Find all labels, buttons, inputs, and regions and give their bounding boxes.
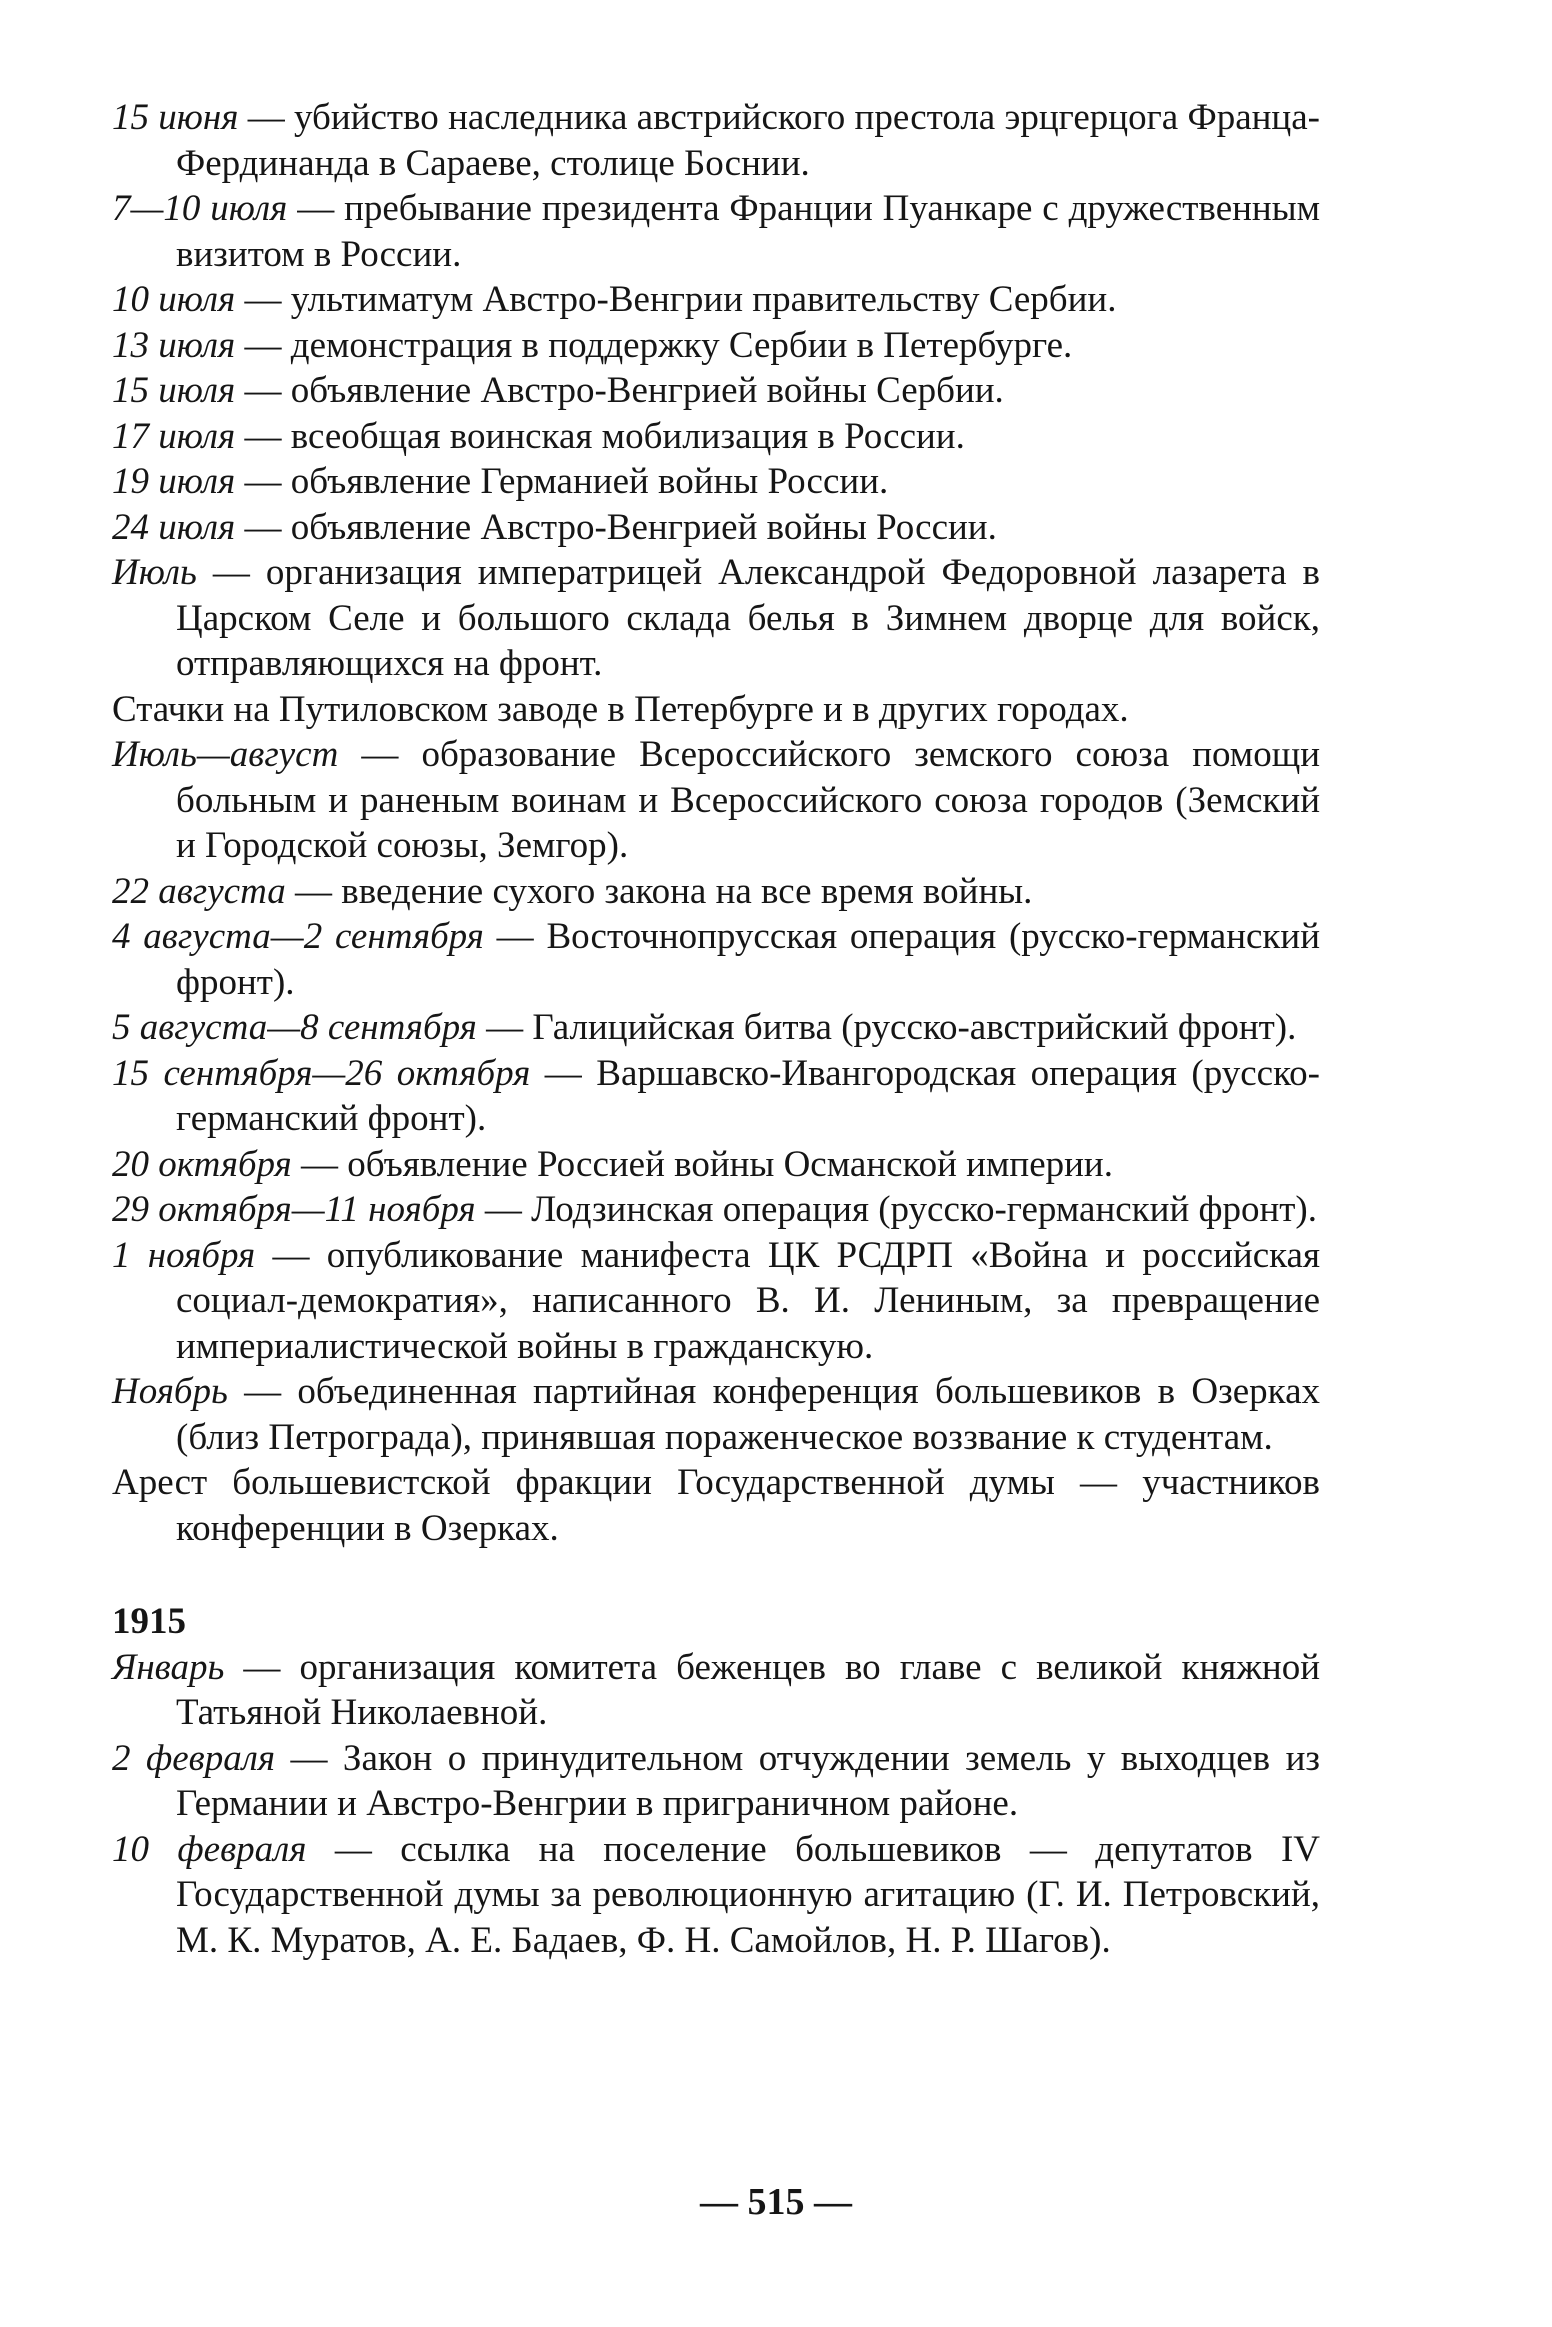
entry-date: Январь (112, 1646, 225, 1688)
entry-date: Июль—август (112, 734, 339, 775)
year-heading: 1915 (112, 1601, 186, 1642)
chronology-entry (112, 459, 1320, 505)
chronology-entry (112, 550, 1320, 687)
chronology-entry (112, 1005, 1320, 1051)
chronology-entry (112, 277, 1320, 323)
entry-text: Арест большевистской фракции Государственной думы — участников конференции в Озерках. (112, 1462, 1320, 1549)
page-content (112, 95, 1320, 1963)
entry-text: — объединенная партийная конференция большевиков в Озерках (близ Петрограда), принявшая пораженческое воззвание к студентам. (176, 1371, 1320, 1458)
entry-date: 1 ноября (112, 1234, 256, 1276)
chronology-entry (112, 186, 1320, 277)
chronology-entry (112, 1736, 1320, 1827)
entry-text: — пребывание президента Франции Пуанкаре с дружественным визитом в России. (176, 188, 1320, 275)
chronology-1915 (112, 1645, 1320, 1964)
entry-date: 17 июля (112, 415, 236, 457)
chronology-entry (112, 1233, 1320, 1370)
chronology-entry (112, 687, 1320, 733)
entry-date: 19 июля (112, 461, 236, 502)
entry-date: 13 июля (112, 324, 236, 366)
entry-date: 24 июля (112, 506, 236, 548)
entry-date: 4 августа—2 сентября (112, 916, 484, 957)
entry-text: — объявление Австро-Венгрией войны России. (235, 506, 997, 548)
chronology-entry (112, 1051, 1320, 1142)
chronology-entry (112, 1827, 1320, 1964)
entry-date: 29 октября—11 ноября (112, 1189, 476, 1230)
entry-date: 22 августа (112, 870, 286, 912)
entry-text: — Варшавско-Ивангородская операция (русско-германский фронт). (176, 1052, 1320, 1139)
entry-date: 7—10 июля (112, 188, 288, 229)
entry-text: — Восточнопрусская операция (русско-германский фронт). (176, 916, 1320, 1003)
entry-date: 10 февраля (112, 1828, 307, 1870)
chronology-entry (112, 869, 1320, 915)
chronology-entry (112, 1645, 1320, 1736)
entry-date: 20 октября (112, 1143, 292, 1185)
entry-text: — организация комитета беженцев во главе с великой княжной Татьяной Николаевной. (176, 1646, 1320, 1733)
entry-text: — объявление Германией войны России. (235, 461, 889, 502)
entry-text: — Лодзинская операция (русско-германский фронт). (475, 1189, 1318, 1230)
chronology-entry (112, 95, 1320, 186)
chronology-entry (112, 732, 1320, 869)
entry-text: — опубликование манифеста ЦК РСДРП «Война и российская социал-демократия», написанного В. И. Лениным, за превращение империалистической войны в гражданскую. (176, 1234, 1320, 1367)
chronology-entry (112, 1142, 1320, 1188)
entry-text: — ссылка на поселение большевиков — депутатов IV Государственной думы за революционную агитацию (Г. И. Петровский, М. К. Муратов, А. Е. Бадаев, Ф. Н. Самойлов, Н. Р. Шагов). (176, 1828, 1320, 1961)
entry-date: 15 июля (112, 370, 236, 411)
chronology-entry (112, 1460, 1320, 1551)
chronology-entry (112, 323, 1320, 369)
entry-date: Июль (112, 552, 197, 593)
chronology-1914 (112, 95, 1320, 1551)
entry-text: — демонстрация в поддержку Сербии в Петербурге. (235, 324, 1073, 366)
chronology-entry (112, 1187, 1320, 1233)
entry-text: — убийство наследника австрийского престола эрцгерцога Франца-Фердинанда в Сараеве, столице Боснии. (176, 97, 1320, 184)
entry-text: Стачки на Путиловском заводе в Петербурге и в других городах. (112, 688, 1129, 730)
entry-text: — организация императрицей Александрой Федоровной лазарета в Царском Селе и большого склада белья в Зимнем дворце для войск, отправляющихся на фронт. (176, 552, 1320, 684)
entry-text: — ультиматум Австро-Венгрии правительству Сербии. (235, 279, 1117, 320)
entry-text: — объявление Австро-Венгрией войны Сербии. (235, 370, 1004, 411)
entry-text: — всеобщая воинская мобилизация в России. (235, 415, 965, 457)
entry-date: 10 июля (112, 279, 236, 320)
entry-text: — образование Всероссийского земского союза помощи больным и раненым воинам и Всероссийского союза городов (Земский и Городской союзы, Земгор). (176, 734, 1320, 866)
entry-date: 5 августа—8 сентября (112, 1007, 477, 1048)
entry-date: Ноябрь (112, 1371, 228, 1412)
chronology-entry (112, 505, 1320, 551)
entry-date: 15 сентября—26 октября (112, 1052, 531, 1094)
page-number: — 515 — (700, 2181, 852, 2223)
chronology-entry (112, 914, 1320, 1005)
entry-text: — Галицийская битва (русско-австрийский фронт). (476, 1007, 1297, 1048)
entry-text: — объявление Россией войны Османской империи. (291, 1143, 1113, 1185)
chronology-entry (112, 1369, 1320, 1460)
chronology-entry (112, 368, 1320, 414)
chronology-entry (112, 414, 1320, 460)
entry-date: 15 июня (112, 97, 239, 138)
entry-text: — введение сухого закона на все время войны. (285, 870, 1033, 912)
entry-text: — Закон о принудительном отчуждении земель у выходцев из Германии и Австро-Венгрии в приграничном районе. (176, 1737, 1320, 1824)
entry-date: 2 февраля (112, 1737, 276, 1779)
